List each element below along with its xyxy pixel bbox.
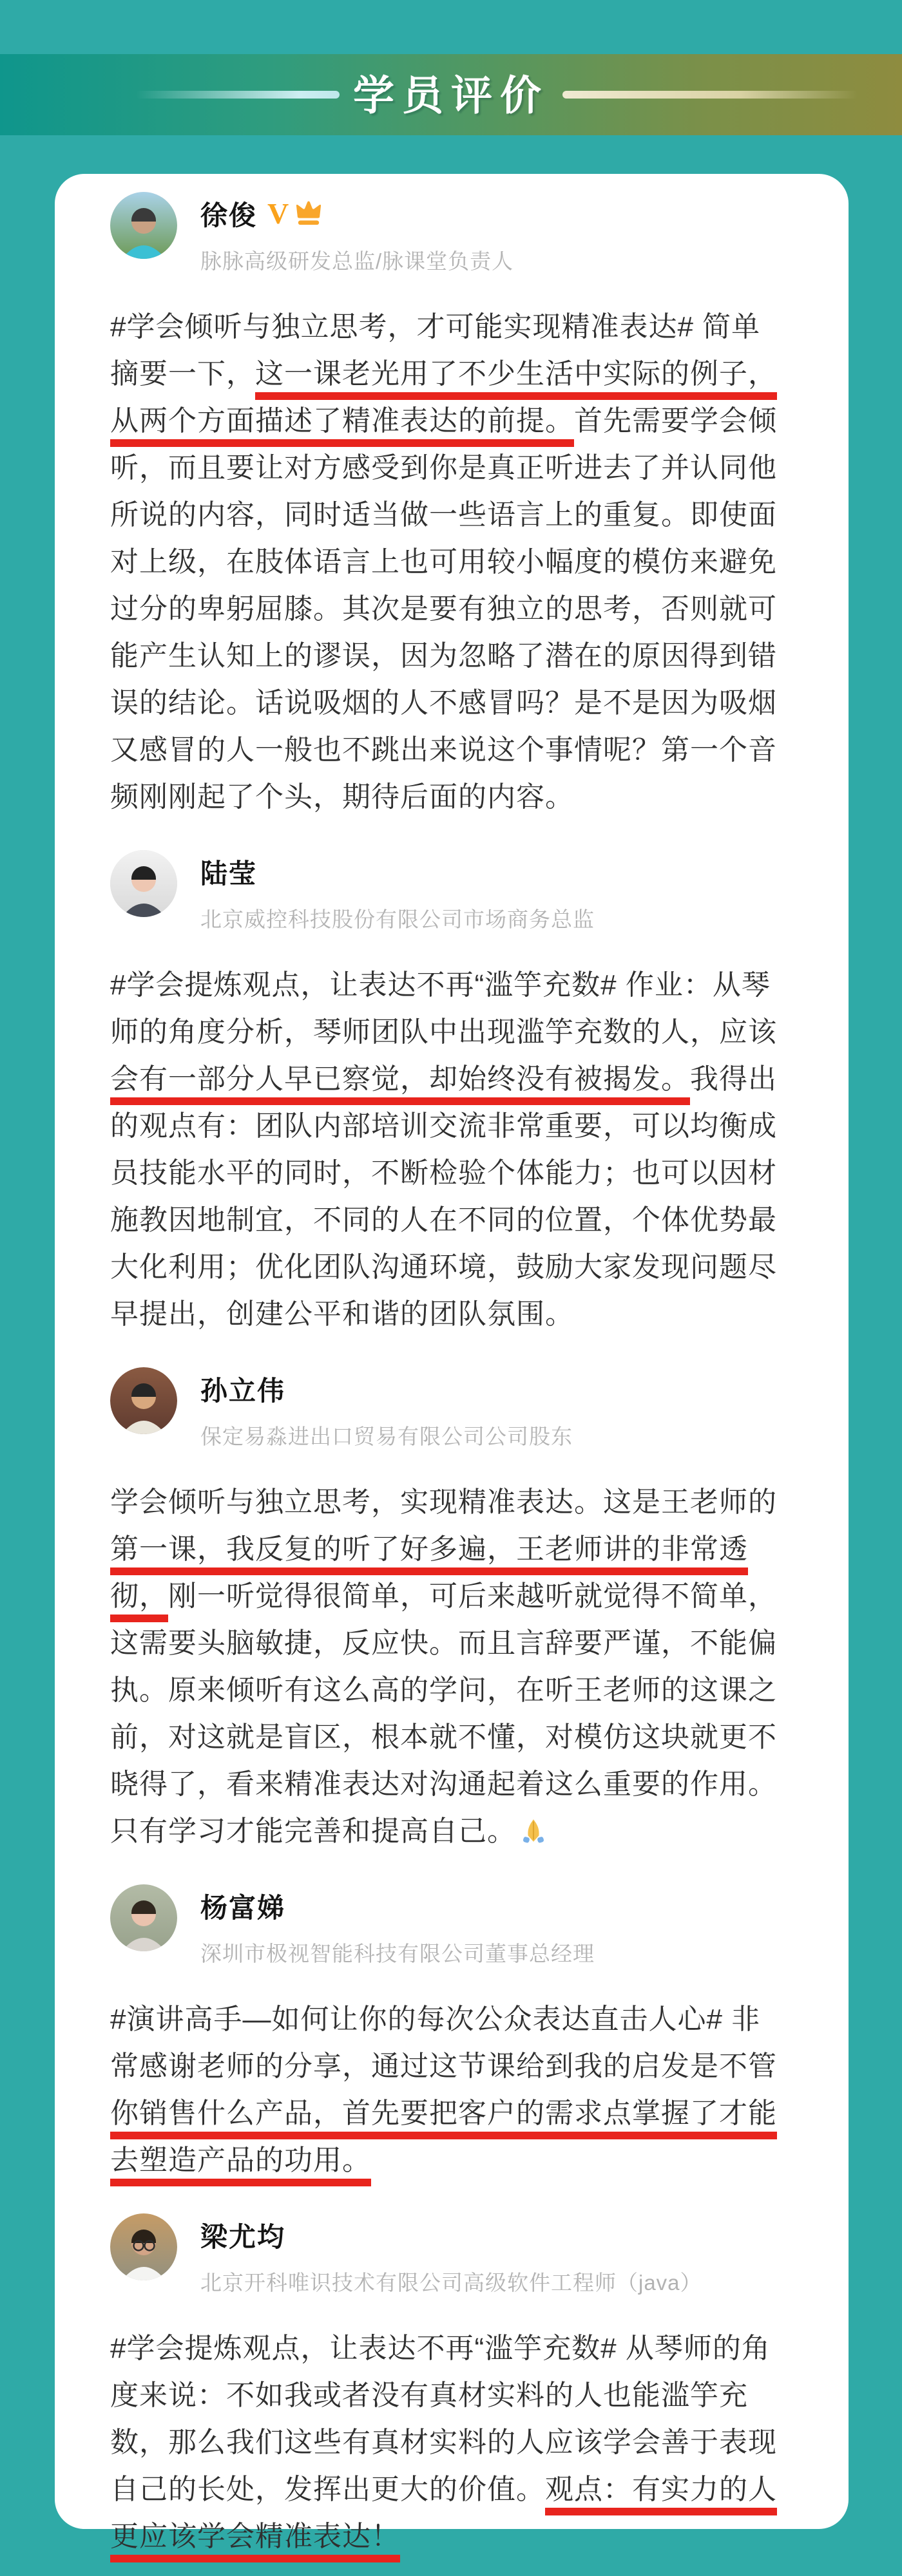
reviewer-identity	[200, 192, 513, 275]
avatar	[110, 1884, 177, 1951]
review-text: #学会倾听与独立思考，才可能实现精准表达# 简单	[110, 311, 761, 343]
review-text-line	[110, 1667, 793, 1714]
reviewer-title: 北京威控科技股份有限公司市场商务总监	[200, 907, 595, 931]
review-item	[110, 1367, 793, 1855]
reviewer-name: 陆莹	[200, 858, 258, 889]
review-text-line	[110, 773, 793, 820]
highlighted-text: 观点：有实力的人	[545, 2474, 777, 2515]
review-text-line	[110, 1197, 793, 1244]
review-body	[110, 2325, 793, 2560]
avatar-image	[110, 1367, 177, 1434]
review-text-line	[110, 1056, 793, 1103]
review-item	[110, 850, 793, 1338]
review-text: 度来说：不如我或者没有真材实料的人也能滥竽充	[110, 2380, 748, 2411]
review-text: 常感谢老师的分享，通过这节课给到我的启发是不管	[110, 2050, 777, 2082]
review-text: #学会提炼观点，让表达不再“滥竽充数# 从琴师的角	[110, 2333, 771, 2364]
review-text: 我得出	[690, 1063, 777, 1095]
review-text-line	[110, 2372, 793, 2419]
verified-v-icon: V	[267, 197, 289, 230]
review-text-line	[110, 491, 793, 538]
review-text-line	[110, 1996, 793, 2043]
highlighted-text: 更应该学会精准表达！	[110, 2521, 400, 2562]
review-text-line	[110, 632, 793, 679]
review-text-line	[110, 961, 793, 1009]
review-text: 员技能水平的同时，不断检验个体能力；也可以因材	[110, 1157, 777, 1189]
review-text-line	[110, 538, 793, 585]
review-text-line	[110, 1808, 793, 1855]
highlighted-text: 从两个方面描述了精准表达的前提。	[110, 405, 574, 447]
avatar-image	[110, 2213, 177, 2280]
review-body	[110, 1479, 793, 1855]
review-text: 能产生认知上的谬误，因为忽略了潜在的原因得到错	[110, 640, 777, 672]
review-text-line	[110, 2419, 793, 2466]
review-body	[110, 961, 793, 1338]
reviewer-title: 保定易淼进出口贸易有限公司公司股东	[200, 1425, 573, 1448]
review-text-line	[110, 1103, 793, 1150]
review-header	[110, 850, 793, 933]
review-header	[110, 1884, 793, 1967]
review-text: 只有学习才能完善和提高自己。	[110, 1815, 516, 1847]
review-text: 早提出，创建公平和谐的团队氛围。	[110, 1298, 574, 1330]
avatar	[110, 192, 177, 259]
review-header	[110, 192, 793, 275]
review-text: 摘要一下，	[110, 358, 255, 390]
review-text: 学会倾听与独立思考，实现精准表达。这是王老师的	[110, 1486, 777, 1518]
reviewer-identity	[200, 850, 595, 933]
review-text-line	[110, 1573, 793, 1620]
review-text: 数，那么我们这些有真材实料的人应该学会善于表现	[110, 2427, 777, 2458]
review-text: 误的结论。话说吸烟的人不感冒吗？是不是因为吸烟	[110, 687, 777, 719]
review-text-line	[110, 1526, 793, 1573]
avatar-image	[110, 850, 177, 917]
review-text: 对上级，在肢体语言上也可用较小幅度的模仿来避免	[110, 546, 777, 578]
review-text-line	[110, 2466, 793, 2513]
review-text: 的观点有：团队内部培训交流非常重要，可以均衡成	[110, 1110, 777, 1142]
review-text-line	[110, 1009, 793, 1056]
review-text-line	[110, 444, 793, 491]
review-text-line	[110, 303, 793, 350]
highlighted-text: 这一课老光用了不少生活中实际的例子，	[255, 358, 777, 400]
review-text: 晓得了，看来精准表达对沟通起着这么重要的作用。	[110, 1768, 777, 1800]
reviewer-name-row	[200, 853, 595, 891]
review-text-line	[110, 1244, 793, 1291]
review-text-line	[110, 2090, 793, 2137]
reviewer-identity	[200, 1884, 595, 1967]
review-text: 自己的长处，发挥出更大的价值。	[110, 2474, 545, 2505]
banner-right-line	[562, 91, 858, 99]
folded-hands-icon	[520, 1817, 547, 1844]
section-banner	[0, 54, 902, 135]
reviewer-title: 北京开科唯识技术有限公司高级软件工程师（java）	[200, 2271, 702, 2295]
review-text: #演讲高手—如何让你的每次公众表达直击人心# 非	[110, 2003, 761, 2035]
highlighted-text: 彻，	[110, 1580, 168, 1622]
review-text-line	[110, 1714, 793, 1761]
review-header	[110, 1367, 793, 1450]
review-text-line	[110, 397, 793, 444]
avatar	[110, 1367, 177, 1434]
review-text-line	[110, 1761, 793, 1808]
review-text: 频刚刚起了个头，期待后面的内容。	[110, 781, 574, 813]
avatar	[110, 850, 177, 917]
review-text: 听，而且要让对方感受到你是真正听进去了并认同他	[110, 452, 777, 484]
highlighted-text: 第一课，我反复的听了好多遍，王老师讲的非常透	[110, 1533, 748, 1575]
review-text: 施教因地制宜，不同的人在不同的位置，个体优势最	[110, 1204, 777, 1236]
avatar	[110, 2213, 177, 2280]
review-text: 大化利用；优化团队沟通环境，鼓励大家发现问题尽	[110, 1251, 777, 1283]
reviewer-title: 脉脉高级研发总监/脉课堂负责人	[200, 249, 514, 273]
review-text: 师的角度分析，琴师团队中出现滥竽充数的人，应该	[110, 1016, 777, 1048]
highlighted-text: 你销售什么产品，首先要把客户的需求点掌握了才能	[110, 2098, 777, 2139]
reviewer-name-row	[200, 1887, 595, 1926]
review-item	[110, 192, 793, 820]
crown-icon	[294, 200, 323, 225]
reviewer-name: 徐俊	[200, 200, 258, 231]
highlighted-text: 会有一部分人早已察觉，却始终没有被揭发。	[110, 1063, 690, 1105]
review-text-line	[110, 2513, 793, 2560]
review-text: 首先需要学会倾	[574, 405, 777, 437]
reviewer-name: 孙立伟	[200, 1376, 286, 1406]
review-item	[110, 2213, 793, 2560]
review-text: 执。原来倾听有这么高的学问，在听王老师的这课之	[110, 1674, 777, 1706]
review-text: 刚一听觉得很简单，可后来越听就觉得不简单，	[168, 1580, 777, 1612]
review-text-line	[110, 1620, 793, 1667]
avatar-image	[110, 1884, 177, 1951]
reviews-list	[110, 192, 793, 2560]
review-text-line	[110, 2137, 793, 2184]
highlighted-text: 去塑造产品的功用。	[110, 2145, 371, 2186]
reviewer-name: 杨富娣	[200, 1893, 286, 1923]
avatar-image	[110, 192, 177, 259]
review-text-line	[110, 1150, 793, 1197]
review-item	[110, 1884, 793, 2184]
page-title: 学员评价	[353, 72, 549, 119]
review-body	[110, 1996, 793, 2184]
reviewer-identity	[200, 1367, 573, 1450]
review-text: 过分的卑躬屈膝。其次是要有独立的思考，否则就可	[110, 593, 777, 625]
review-header	[110, 2213, 793, 2297]
review-text-line	[110, 1479, 793, 1526]
folded-hands-icon-wrap	[516, 1815, 547, 1847]
review-text-line	[110, 585, 793, 632]
review-text-line	[110, 679, 793, 726]
review-text-line	[110, 726, 793, 773]
reviewer-name-row	[200, 1370, 573, 1408]
reviewer-name-row	[200, 2216, 702, 2255]
review-text: 这需要头脑敏捷，反应快。而且言辞要严谨，不能偏	[110, 1627, 777, 1659]
reviewer-title: 深圳市极视智能科技有限公司董事总经理	[200, 1942, 595, 1965]
crown-icon-wrap	[294, 200, 323, 229]
review-text-line	[110, 1291, 793, 1338]
review-text: 前，对这就是盲区，根本就不懂，对模仿这块就更不	[110, 1721, 777, 1753]
review-text: #学会提炼观点，让表达不再“滥竽充数# 作业：从琴	[110, 969, 771, 1001]
review-text-line	[110, 2043, 793, 2090]
review-text-line	[110, 350, 793, 397]
review-text-line	[110, 2325, 793, 2372]
reviewer-identity	[200, 2213, 702, 2297]
review-text: 所说的内容，同时适当做一些语言上的重复。即使面	[110, 499, 777, 531]
reviewer-name-row	[200, 194, 513, 233]
reviews-card	[55, 174, 849, 2552]
reviewer-name: 梁尤均	[200, 2222, 286, 2252]
review-body	[110, 303, 793, 820]
review-text: 又感冒的人一般也不跳出来说这个事情呢？第一个音	[110, 734, 777, 766]
